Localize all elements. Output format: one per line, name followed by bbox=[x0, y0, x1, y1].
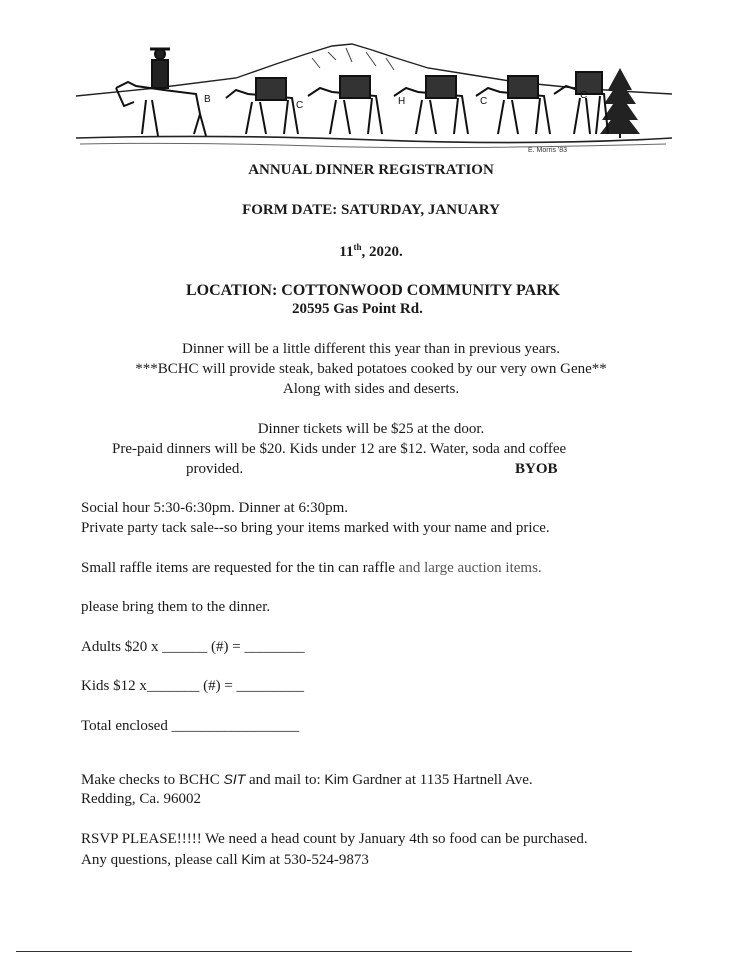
mail-line: Make checks to BCHC SIT and mail to: Kim Gardner at 1135 Hartnell Ave. bbox=[81, 771, 533, 788]
location: LOCATION: COTTONWOOD COMMUNITY PARK bbox=[186, 282, 561, 299]
form-date-day: 11th, 2020. bbox=[339, 242, 403, 260]
form-title: ANNUAL DINNER REGISTRATION bbox=[248, 162, 494, 178]
bottom-rule bbox=[16, 951, 632, 952]
pack-letter: B bbox=[204, 94, 211, 105]
pack-mule-icon bbox=[554, 72, 608, 134]
social-line: Private party tack sale--so bring your items marked with your name and price. bbox=[81, 520, 550, 536]
address: 20595 Gas Point Rd. bbox=[292, 301, 423, 317]
rsvp-line: RSVP PLEASE!!!!! We need a head count by January 4th so food can be purchased. bbox=[81, 831, 588, 847]
adults-entry: Adults $20 x ______ (#) = ________ bbox=[81, 639, 305, 655]
rider-horse-icon bbox=[116, 49, 206, 136]
raffle-line: Small raffle items are requested for the tin can raffle and large auction items. bbox=[81, 560, 542, 576]
pack-mule-icon bbox=[226, 78, 298, 134]
dinner-line: Dinner will be a little different this year than in previous years. bbox=[182, 341, 560, 357]
tickets-line: provided. bbox=[186, 461, 244, 477]
dinner-line: ***BCHC will provide steak, baked potatoes cooked by our very own Gene** bbox=[135, 361, 607, 377]
pack-letter: C bbox=[296, 100, 304, 111]
tickets-line: Pre-paid dinners will be $20. Kids under 12 are $12. Water, soda and coffee bbox=[112, 441, 567, 457]
social-line: Social hour 5:30-6:30pm. Dinner at 6:30pm. bbox=[81, 500, 349, 516]
byob-label: BYOB bbox=[515, 461, 558, 477]
pack-string-illustration bbox=[76, 38, 672, 156]
tickets-line: Dinner tickets will be $25 at the door. bbox=[257, 421, 485, 437]
pack-letter: H bbox=[398, 96, 406, 107]
artist-signature: E. Morris '83 bbox=[528, 147, 568, 154]
pack-mule-icon bbox=[308, 76, 382, 134]
dinner-line: Along with sides and deserts. bbox=[282, 381, 460, 397]
form-date: FORM DATE: SATURDAY, JANUARY bbox=[242, 202, 500, 218]
mail-city: Redding, Ca. 96002 bbox=[81, 791, 201, 807]
bring-line: please bring them to the dinner. bbox=[81, 599, 271, 615]
kids-entry: Kids $12 x_______ (#) = _________ bbox=[81, 678, 305, 694]
total-entry: Total enclosed _________________ bbox=[81, 718, 300, 734]
rsvp-contact: Any questions, please call Kim at 530-524-9873 bbox=[81, 851, 369, 868]
pack-letter: C bbox=[580, 90, 588, 101]
pack-letter: C bbox=[480, 96, 488, 107]
pine-tree-icon bbox=[600, 68, 640, 138]
